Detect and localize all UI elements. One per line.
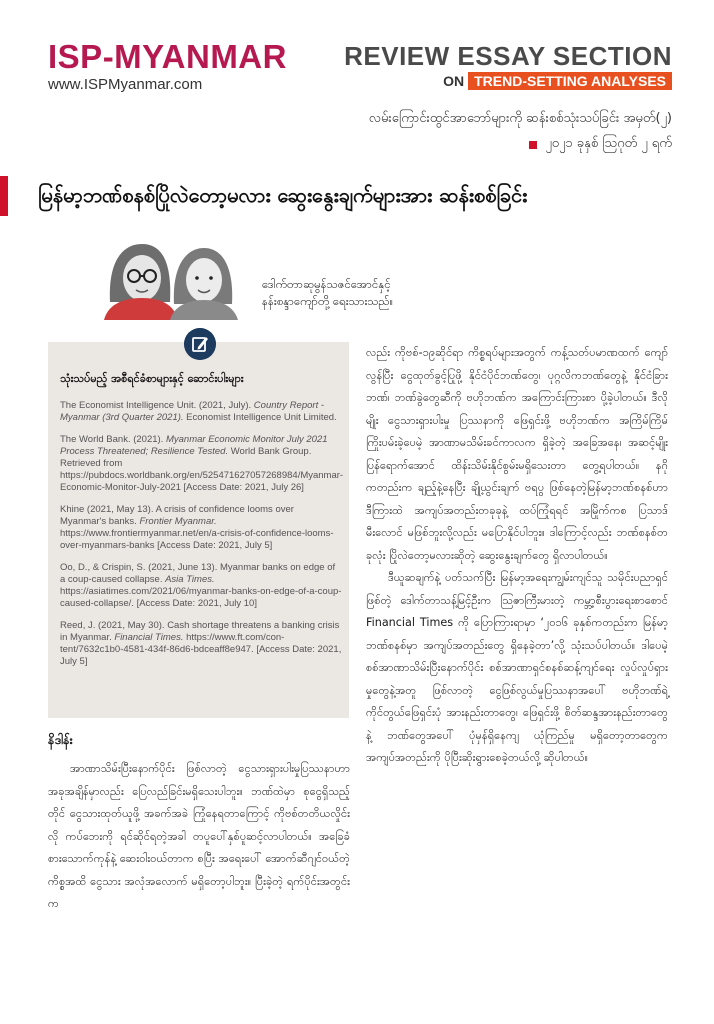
- references-heading: သုံးသပ်မည့် အစီရင်ခံစာများနှင့် ဆောင်းပါးများ: [60, 372, 244, 385]
- byline: [262, 276, 393, 310]
- reference-item: Khine (2021, May 13). A crisis of confidence looms over Myanmar's banks. Frontier Myanmar. https://www.frontiermyanmar.net/en/a-crisis-of-confidence-looms-over-myanmars-banks [Access Date: 2021, July 5]: [60, 504, 334, 551]
- brand: [48, 40, 287, 93]
- edit-icon: [184, 328, 216, 360]
- intro-column: [48, 758, 350, 916]
- section-title: REVIEW ESSAY SECTION: [344, 41, 672, 71]
- brand-logo: ISP-MYANMAR: [48, 38, 287, 75]
- byline-written: နန်းစန္ဒာကျော်တို့ ရေးသားသည်။: [262, 294, 394, 308]
- reference-item: The Economist Intelligence Unit. (2021, July). Country Report - Myanmar (3rd Quarter 2021). Economist Intelligence Unit Limited.: [60, 400, 337, 423]
- square-bullet-icon: [529, 141, 537, 149]
- section-highlight: TREND-SETTING ANALYSES: [468, 72, 672, 90]
- reference-item: Reed, J. (2021, May 30). Cash shortage threatens a banking crisis in Myanmar. Financial Times. https://www.ft.com/con-tent/7632c1b0-4581-434f-86d6-bdceaff8e947. [Access Date: 2021, July 5]: [60, 620, 342, 667]
- section-on: ON: [443, 73, 465, 89]
- page-title: မြန်မာ့ဘဏ်စနစ်ပြိုလဲတော့မလား ဆွေးနွေးချက်များအား ဆန်းစစ်ခြင်း: [38, 183, 528, 207]
- reference-item: The World Bank. (2021). Myanmar Economic Monitor July 2021 Process Threatened; Resilience Tested. World Bank Group. Retrieved from https://pubdocs.worldbank.org/en/525471627057268984/Myanmar-Economic-Monitor-July-2021 [Access Date: 2021, July 26]: [60, 434, 344, 493]
- reference-item: Oo, D., & Crispin, S. (2021, June 13). Myanmar banks on edge of a coup-caused collapse. Asia Times. https://asiatimes.com/2021/06/myanmar-banks-on-edge-of-a-coup-caused-collapse/. [Access Date: 2021, July 10]: [60, 562, 342, 609]
- body-paragraph-2: ဒီယူဆချက်နဲ့ ပတ်သက်ပြီး မြန်မာ့အရေးကျွမ်းကျင်သူ သမိုင်းပညာရှင်ဖြစ်တဲ့ ဒေါက်တာသန့်မြင့်ဦးက ဩဇာကြီးမားတဲ့ ကမ္ဘာ့စီးပွားရေးစာစောင် Financial Times ကို ပြောကြားရာမှာ ‘၂၀၁၆ ခုနှစ်ကတည်းက မြန်မာ့ဘဏ်စနစ်မှာ အကျပ်အတည်းတွေ ရှိနေခဲ့တာ’လို့ သုံးသပ်ပါတယ်။ ဒါပေမဲ့ စစ်အာဏာသိမ်းပြီးနောက်ပိုင်း စစ်အာဏာရှင်စနစ်ဆန့်ကျင်ရေး လှုပ်လှုပ်ရှားမှုတွေနဲ့အတူ ဖြစ်လာတဲ့ ငွေဖြစ်လွယ်မှုပြဿနာအပေါ် ဗဟိုဘဏ်ရဲ့ ကိုင်တွယ်ဖြေရှင်းပုံ အားနည်းတာတွေ၊ ဖြေရှင်းဖို့ စိတ်ဆန္ဒအားနည်းတာတွေနဲ့ ဘဏ်တွေအပေါ် ပုံမှန်ရှိနေကျ ယုံကြည်မှု မရှိတော့တာတွေက အကျပ်အတည်းကို ပိုပြီးဆိုးရွားစေခဲ့တယ်လို့ ဆိုပါတယ်။: [366, 571, 668, 764]
- authors-portrait: [90, 232, 240, 320]
- body-column: [366, 342, 668, 770]
- brand-url[interactable]: www.ISPMyanmar.com: [48, 76, 203, 93]
- intro-heading: နိဒါန်း: [48, 732, 73, 747]
- references-list: [60, 400, 342, 678]
- section-subtitle: [344, 72, 672, 90]
- section-header: [344, 42, 672, 90]
- issue-info: [369, 110, 672, 154]
- issue-date-row: [369, 135, 672, 154]
- intro-paragraph: အာဏာသိမ်းပြီးနောက်ပိုင်း ဖြစ်လာတဲ့ ငွေသားရှားပါးမှုပြဿနာဟာ အခုအချိန်မှာလည်း ပြေလည်ခြင်းမရှိသေးပါဘူး။ ဘဏ်ထဲမှာ စုငွေရှိသည့်တိုင် ငွေသားထုတ်ယူဖို့ အခက်အခဲ ကြုံနေရတာကြောင့် ကိုဗစ်တတိယလှိုင်းလို ကပ်ဘေးကို ရင်ဆိုင်ရတဲ့အခါ တပူပေါ်နှစ်ပူဆင့်လာပါတယ်။ အခြေခံစားသောက်ကုန်နဲ့ ဆေးဝါးဝယ်တာက စပြီး အရေးပေါ် အောက်ဆီဂျင်ဝယ်တဲ့ကိစ္စအထိ ငွေသား အလုံအလောက် မရှိတော့ပါဘူး။ ပြီးခဲ့တဲ့ ရက်ပိုင်းအတွင်းက: [48, 762, 350, 910]
- body-paragraph-1: လည်း ကိုဗစ်-၁၉ဆိုင်ရာ ကိစ္စရပ်များအတွက် ကန့်သတ်ပမာဏထက် ကျော်လွန်ပြီး ငွေထုတ်ခွင့်ပြုဖို့ နိုင်ငံပိုင်ဘဏ်တွေ၊ ပုဂ္ဂလိကဘဏ်တွေနဲ့ နိုင်ငံခြားဘဏ်၊ ဘဏ်ခွဲတွေဆီကို ဗဟိုဘဏ်က အကြောင်းကြားစာ ပို့ခဲ့ပါတယ်။ ဒီလိုမျိုး ငွေသားရှားပါးမှု ပြဿနာကို ဖြေရှင်းဖို့ ဗဟိုဘဏ်က အကြိမ်ကြိမ်ကြိုးပမ်းခဲ့ပေမဲ့ အာဏာမသိမ်းခင်ကာလက ရှိခဲ့တဲ့ အခြေအနေ၊ အဆင့်မျိုး ပြန်ရောက်အောင် ထိန်းသိမ်းနိုင်စွမ်းမရှိသေးတာ တွေ့ရပါတယ်။ နဂိုကတည်းက ချည့်နဲ့နေပြီး ချို့ယွင်းချက် ဗရပွ ဖြစ်နေတဲ့မြန်မာ့ဘဏ်စနစ်ဟာ ဒီကြားထဲ အကျပ်အတည်းတခုခုနဲ့ ထပ်ကြုံရရင် အမြိုက်ကစ ပြသာဒ်မီးလောင် မဖြစ်ဘူးလို့လည်း မပြောနိုင်ပါဘူး။ ဒါကြောင့်လည်း ဘဏ်စနစ်တခုလုံး ပြိုလဲတော့မလားဆိုတဲ့ ဆွေးနွေးချက်တွေ ရှိလာပါတယ်။: [366, 346, 668, 562]
- byline-authors: ဒေါက်တာဆုမွန်သဇင်အောင်နှင့်: [262, 277, 391, 291]
- issue-date: ၂၀၂၁ ခုနှစ် ဩဂုတ် ၂ ရက်: [545, 136, 672, 151]
- headline-accent-bar: [0, 176, 8, 216]
- issue-series: လမ်းကြောင်းထွင်အာဘော်များကို ဆန်းစစ်သုံးသပ်ခြင်း အမှတ်(၂): [368, 111, 672, 126]
